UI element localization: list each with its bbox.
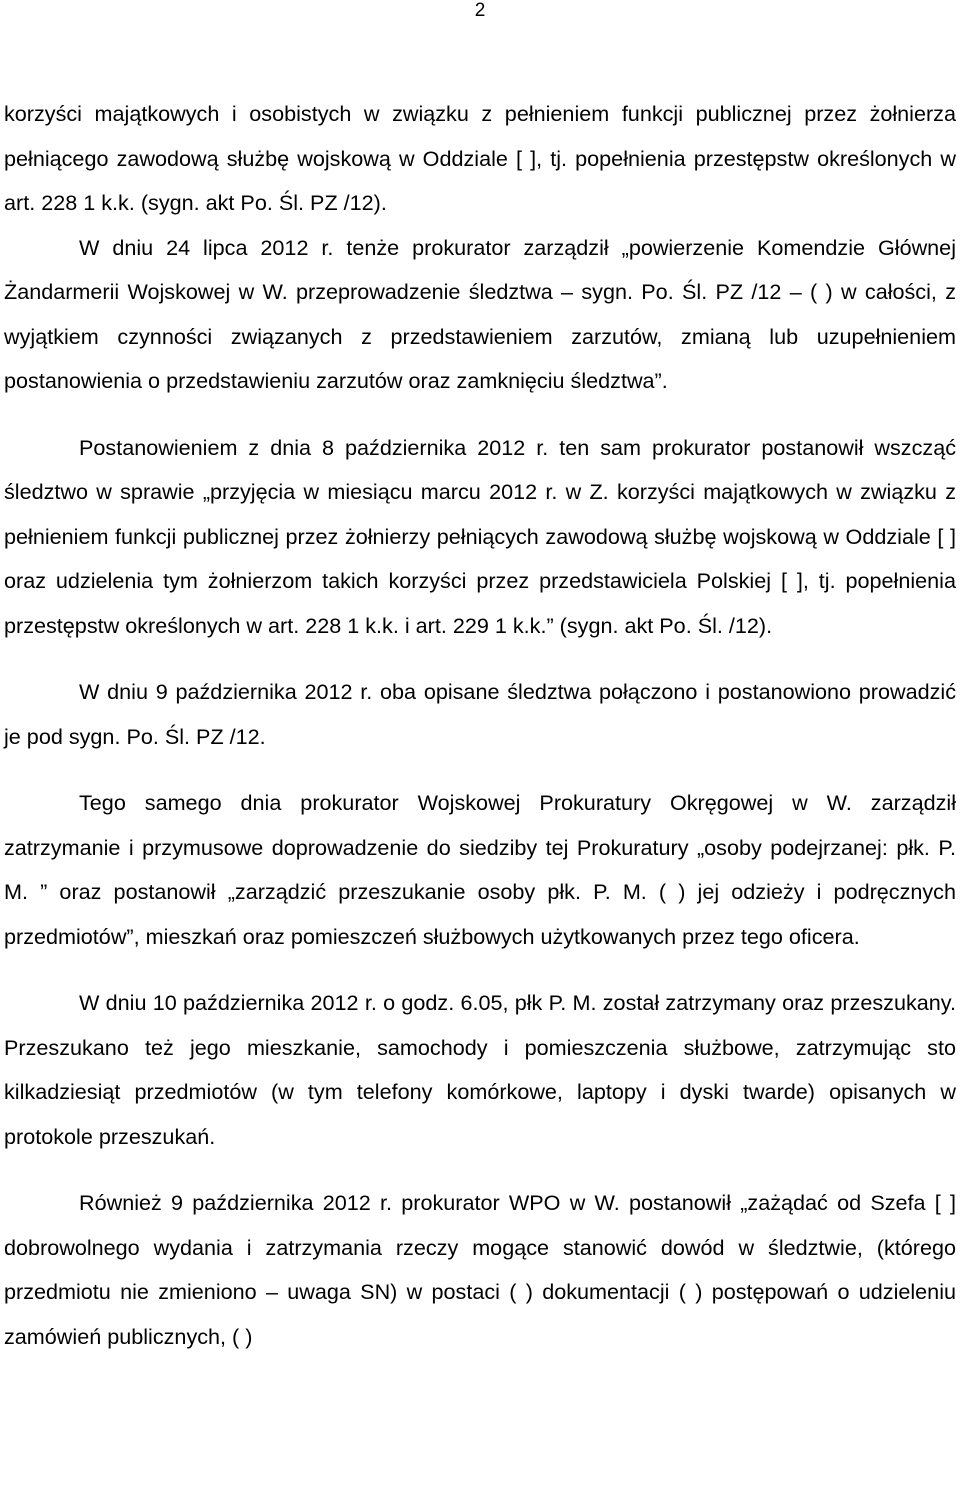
paragraph-1: korzyści majątkowych i osobistych w związku z pełnieniem funkcji publicznej przez żołnierza pełniącego zawodową służbę wojskową w Oddziale [ ], tj. popełnienia przestępstw określonych w art. 228 1 k.k. (sygn. akt Po. Śl. PZ /12). (4, 101, 956, 215)
paragraph-2: W dniu 24 lipca 2012 r. tenże prokurator zarządził „powierzenie Komendzie Głównej Żandarmerii Wojskowej w W. przeprowadzenie śledztwa – sygn. Po. Śl. PZ /12 – ( ) w całości, z wyjątkiem czynności związanych z przedstawieniem zarzutów, zmianą lub uzupełnieniem postanowienia o przedstawieniu zarzutów oraz zamknięciu śledztwa”. (4, 234, 956, 393)
document-body (4, 92, 956, 1359)
page-number: 2 (474, 0, 486, 21)
paragraph-4: W dniu 9 października 2012 r. oba opisane śledztwa połączono i postanowiono prowadzić je pod sygn. Po. Śl. PZ /12. (4, 679, 956, 749)
paragraph-7: Również 9 października 2012 r. prokurator WPO w W. postanowił „zażądać od Szefa [ ] dobrowolnego wydania i zatrzymania rzeczy mogące stanowić dowód w śledztwie, (którego przedmiotu nie zmieniono – uwaga SN) w postaci ( ) dokumentacji ( ) postępowań o udzieleniu zamówień publicznych, ( ) (4, 1190, 956, 1349)
paragraph-6: W dniu 10 października 2012 r. o godz. 6.05, płk P. M. został zatrzymany oraz przeszukany. Przeszukano też jego mieszkanie, samochody i pomieszczenia służbowe, zatrzymując sto kilkadziesiąt przedmiotów (w tym telefony komórkowe, laptopy i dyski twarde) opisanych w protokole przeszukań. (4, 990, 956, 1149)
paragraph-5: Tego samego dnia prokurator Wojskowej Prokuratury Okręgowej w W. zarządził zatrzymanie i przymusowe doprowadzenie do siedziby tej Prokuratury „osoby podejrzanej: płk. P. M. ” oraz postanowił „zarządzić przeszukanie osoby płk. P. M. ( ) jej odzieży i podręcznych przedmiotów”, mieszkań oraz pomieszczeń służbowych użytkowanych przez tego oficera. (4, 790, 956, 949)
paragraph-3: Postanowieniem z dnia 8 października 2012 r. ten sam prokurator postanowił wszcząć śledztwo w sprawie „przyjęcia w miesiącu marcu 2012 r. w Z. korzyści majątkowych w związku z pełnieniem funkcji publicznej przez żołnierzy pełniących zawodową służbę wojskową w Oddziale [ ] oraz udzielenia tym żołnierzom takich korzyści przez przedstawiciela Polskiej [ ], tj. popełnienia przestępstw określonych w art. 228 1 k.k. i art. 229 1 k.k.” (sygn. akt Po. Śl. /12). (4, 434, 956, 638)
